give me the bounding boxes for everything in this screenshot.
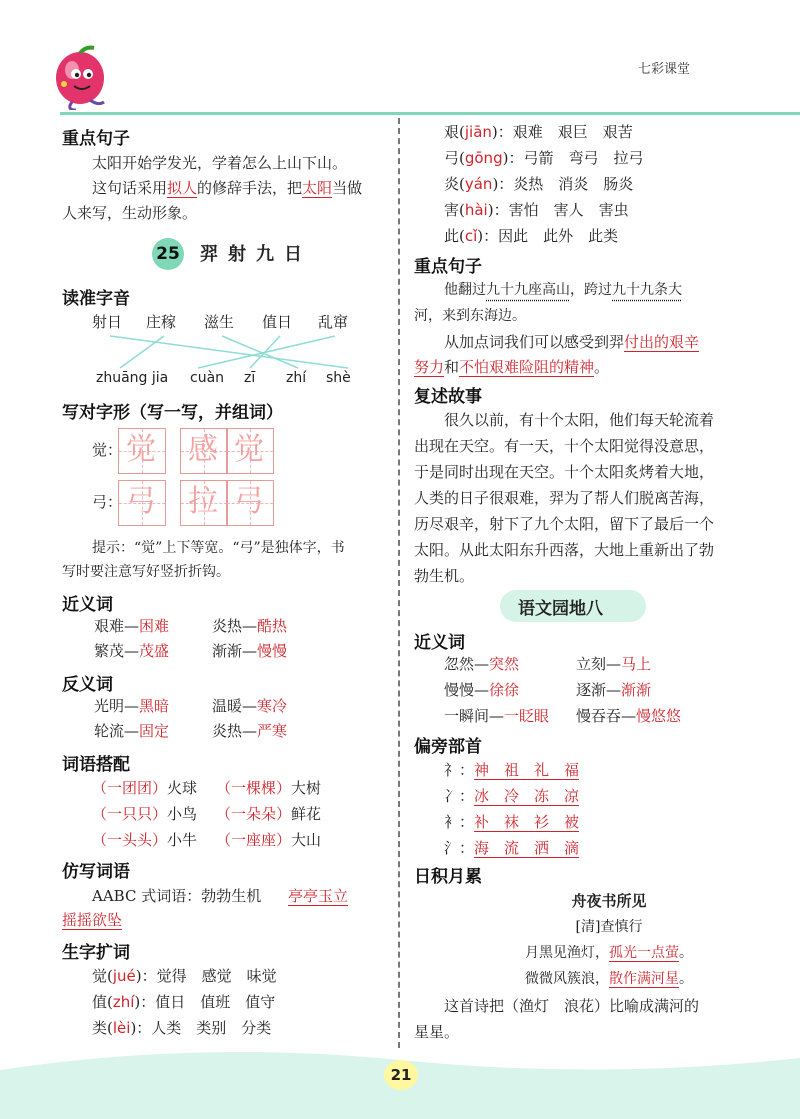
imitate-heading: 仿写词语 (62, 862, 130, 882)
key-sentence-text: 太阳开始学发光，学着怎么上山下山。 (92, 154, 348, 172)
retell-line: 于是同时出现在天空。十个太阳炙烤着大地， (414, 463, 715, 481)
daily-heading: 日积月累 (414, 867, 482, 887)
collocation-heading: 词语搭配 (62, 755, 130, 775)
poem-note: 这首诗把（渔灯 浪花）比喻成满河的 (444, 997, 700, 1015)
read-pinyin: zī (244, 370, 256, 386)
poem-line: 微微风簇浪，散作满河星。 (525, 971, 693, 987)
trace-char: 弓 (126, 484, 156, 519)
write-heading: 写对字形（写一写，并组词） (62, 403, 283, 423)
collocation-item: （一朵朵）鲜花 (216, 805, 322, 823)
lesson-number-badge: 25 (152, 238, 184, 270)
read-heading: 读准字音 (62, 289, 130, 309)
tip-text: 提示：“觉”上下等宽。“弓”是独体字，书 (92, 540, 345, 556)
read-pinyin: cuàn (190, 370, 225, 386)
write-label: 弓： (92, 493, 123, 511)
expand-heading: 生字扩词 (62, 943, 130, 963)
collocation-item: （一团团）火球 (92, 779, 198, 797)
collocation-item: （一棵棵）大树 (216, 779, 322, 797)
synonym-item: 忽然—突然 (444, 655, 520, 673)
trace-char: 觉 (234, 432, 264, 467)
expand-item: 此(cǐ)：因此 此外 此类 (444, 227, 619, 245)
section-title: 语文园地八 (518, 599, 603, 619)
synonym-item: 一瞬间—一眨眼 (444, 707, 550, 725)
key-sentence-analysis: 从加点词我们可以感受到羿付出的艰辛 (444, 333, 700, 351)
trace-char: 觉 (126, 432, 156, 467)
synonym-heading: 近义词 (414, 633, 465, 653)
key-sentence-heading: 重点句子 (62, 129, 130, 149)
radical-row: 氵：海 流 洒 滴 (444, 839, 580, 857)
read-word: 滋生 (204, 313, 235, 331)
imitate-answer: 摇摇欲坠 (62, 911, 123, 929)
read-word: 值日 (262, 313, 293, 331)
read-pinyin: zhí (286, 370, 307, 386)
lesson-title: 羿射九日 (200, 244, 312, 265)
key-sentence-text-cont: 河，来到东海边。 (414, 308, 526, 324)
read-word: 庄稼 (146, 313, 177, 331)
synonym-item: 渐渐—慢慢 (212, 642, 288, 660)
radical-heading: 偏旁部首 (414, 737, 482, 757)
read-pinyin: zhuāng jia (96, 370, 169, 386)
dotted-words: 九十九座高山 (486, 282, 570, 298)
radical-row: 冫：冰 冷 冻 凉 (444, 787, 580, 805)
collocation-item: （一只只）小鸟 (92, 805, 198, 823)
read-word: 射日 (92, 313, 123, 331)
synonym-item: 慢慢—徐徐 (444, 681, 520, 699)
radical-row: 衤：补 袜 衫 被 (444, 813, 580, 831)
read-pinyin: shè (326, 370, 351, 386)
radical-row: 礻：神 祖 礼 福 (444, 761, 580, 779)
retell-line: 很久以前，有十个太阳，他们每天轮流着 (444, 411, 715, 429)
imitate-answer: 亭亭玉立 (288, 887, 349, 905)
poem-title: 舟夜书所见 (571, 892, 647, 910)
key-sentence-analysis: 这句话采用拟人的修辞手法，把太阳当做 (92, 179, 363, 197)
expand-item: 类(lèi)：人类 类别 分类 (92, 1019, 272, 1037)
key-sentence-analysis-cont: 人来写，生动形象。 (62, 204, 198, 222)
retell-line: 出现在天空。有一天，十个太阳觉得没意思， (414, 437, 715, 455)
imitate-text: AABC 式词语：勃勃生机 (92, 887, 262, 905)
apple-mascot-logo (50, 44, 114, 110)
expand-item: 弓(gōng)：弓箭 弯弓 拉弓 (444, 149, 644, 167)
header-divider (60, 112, 800, 115)
retell-line: 勃生机。 (414, 567, 475, 585)
key-sentence-analysis-cont: 努力和不怕艰难险阻的精神。 (414, 358, 610, 376)
answer-sun: 太阳 (302, 179, 333, 197)
retell-line: 太阳。从此太阳东升西落，大地上重新出了勃 (414, 541, 715, 559)
expand-item: 觉(jué)：觉得 感觉 味觉 (92, 967, 277, 985)
expand-item: 炎(yán)：炎热 消炎 肠炎 (444, 175, 634, 193)
poem-author: [清]查慎行 (575, 919, 643, 935)
column-divider (398, 118, 400, 1048)
trace-char: 拉 (188, 484, 218, 519)
expand-item: 艰(jiān)：艰难 艰巨 艰苦 (444, 123, 633, 141)
synonym-item: 逐渐—渐渐 (576, 681, 652, 699)
trace-char: 弓 (234, 484, 264, 519)
retell-line: 历尽艰辛，射下了九个太阳，留下了最后一个 (414, 515, 715, 533)
dotted-words: 九十九条大 (612, 282, 682, 298)
synonym-item: 立刻—马上 (576, 655, 652, 673)
brand-name: 七彩课堂 (638, 62, 691, 77)
synonym-item: 艰难—困难 (94, 617, 170, 635)
trace-char: 感 (188, 432, 218, 467)
key-sentence-text: 他翻过九十九座高山，跨过九十九条大 (444, 282, 682, 298)
poem-note-cont: 星星。 (414, 1023, 460, 1041)
poem-line: 月黑见渔灯，孤光一点萤。 (525, 945, 693, 961)
antonym-item: 轮流—固定 (94, 722, 170, 740)
synonym-item: 繁茂—茂盛 (94, 642, 170, 660)
write-label: 觉： (92, 441, 123, 459)
tip-text-cont: 写时要注意写好竖折折钩。 (62, 564, 230, 580)
retell-line: 人类的日子很艰难，羿为了帮人们脱离苦海， (414, 489, 715, 507)
read-word: 乱窜 (318, 313, 349, 331)
page-number: 21 (384, 1060, 418, 1090)
synonym-heading: 近义词 (62, 595, 113, 615)
key-sentence-heading: 重点句子 (414, 257, 482, 277)
matching-lines (90, 334, 380, 370)
antonym-heading: 反义词 (62, 675, 113, 695)
antonym-item: 炎热—严寒 (212, 722, 288, 740)
synonym-item: 慢吞吞—慢悠悠 (576, 707, 682, 725)
antonym-item: 光明—黑暗 (94, 697, 170, 715)
synonym-item: 炎热—酷热 (212, 617, 288, 635)
expand-item: 害(hài)：害怕 害人 害虫 (444, 201, 629, 219)
retell-heading: 复述故事 (414, 387, 482, 407)
answer-personification: 拟人 (167, 179, 198, 197)
collocation-item: （一头头）小牛 (92, 831, 198, 849)
collocation-item: （一座座）大山 (216, 831, 322, 849)
antonym-item: 温暖—寒冷 (212, 697, 288, 715)
expand-item: 值(zhí)：值日 值班 值守 (92, 993, 276, 1011)
